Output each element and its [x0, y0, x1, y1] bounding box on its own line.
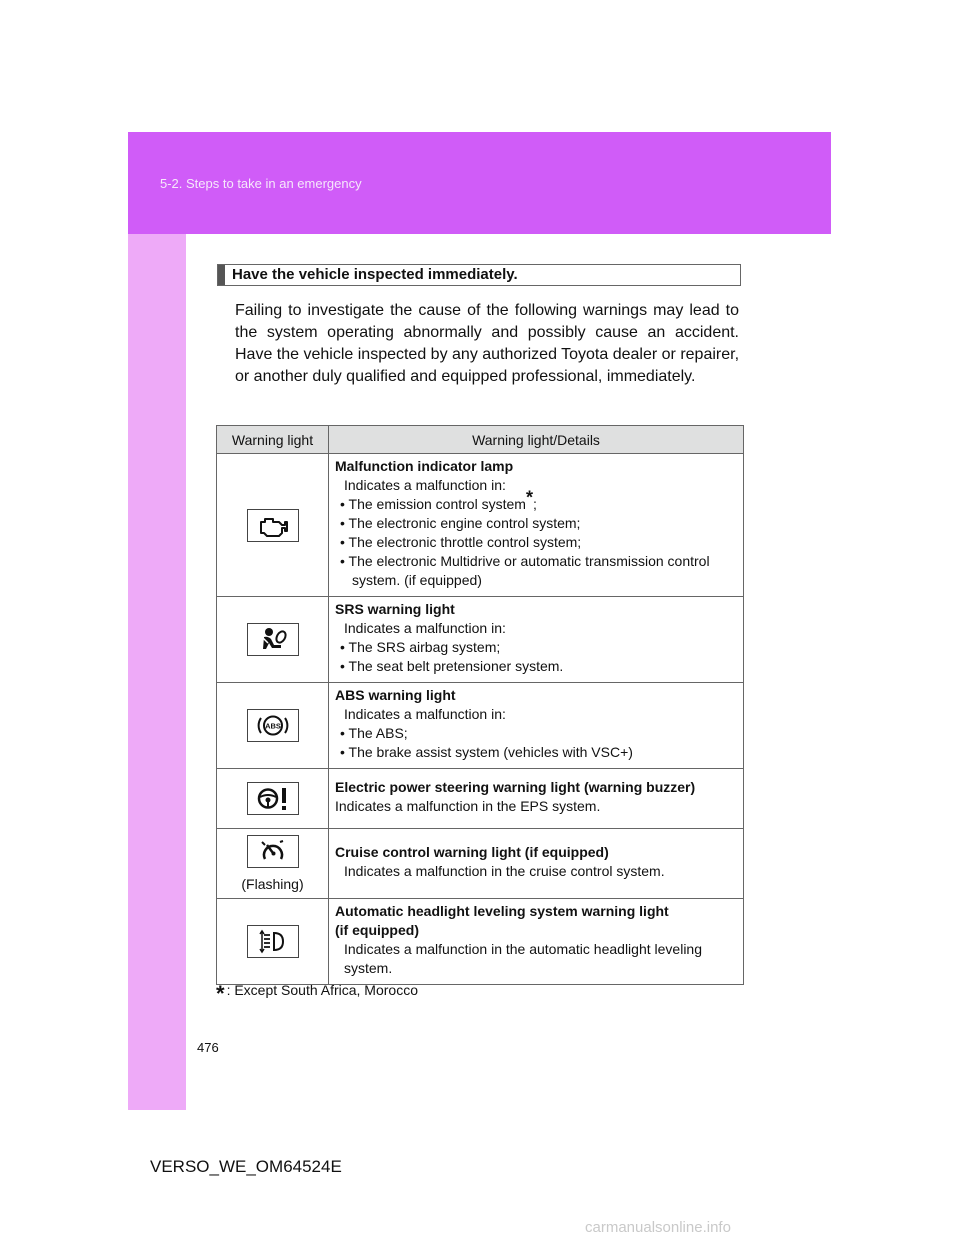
- row-text: Indicates a malfunction in the cruise control system.: [344, 863, 665, 879]
- table-row: [217, 899, 744, 985]
- row-text: Indicates a malfunction in the EPS system.: [335, 798, 601, 814]
- check-engine-icon: [247, 509, 299, 542]
- row-title-continued: (if equipped): [335, 922, 419, 938]
- breadcrumb: 5-2. Steps to take in an emergency: [160, 176, 362, 191]
- flashing-note: (Flashing): [241, 876, 304, 892]
- header-warning-light: Warning light: [217, 426, 329, 454]
- row-title: Cruise control warning light (if equipped): [335, 844, 609, 860]
- row-text: Indicates a malfunction in the automatic headlight leveling system.: [344, 941, 702, 976]
- row-title: SRS warning light: [335, 601, 455, 617]
- page-number: 476: [197, 1040, 219, 1055]
- table-row: [217, 829, 744, 899]
- document-code: VERSO_WE_OM64524E: [150, 1157, 342, 1176]
- row-bullet: • The emission control system*;: [340, 487, 537, 512]
- warning-light-table: [216, 425, 744, 985]
- table-row: [217, 597, 744, 683]
- side-band: [128, 132, 186, 1110]
- watermark: carmanualsonline.info: [585, 1219, 731, 1236]
- table-row: [217, 683, 744, 769]
- row-bullet: • The electronic Multidrive or automatic transmission control system. (if equipped): [340, 553, 710, 588]
- callout-bar: [218, 265, 225, 285]
- row-bullet: • The electronic engine control system;: [340, 515, 581, 531]
- footnote-mark: *: [216, 981, 225, 1006]
- abs-icon: [247, 709, 299, 742]
- row-bullet: • The seat belt pretensioner system.: [340, 658, 564, 674]
- row-intro: Indicates a malfunction in:: [344, 477, 506, 493]
- row-bullet: • The electronic throttle control system;: [340, 534, 582, 550]
- airbag-icon: [247, 623, 299, 656]
- table-row: [217, 454, 744, 597]
- table-header-row: [217, 426, 744, 454]
- row-title: Automatic headlight leveling system warning light: [335, 903, 669, 919]
- row-bullet: • The brake assist system (vehicles with VSC+): [340, 744, 633, 760]
- row-bullet: • The ABS;: [340, 725, 408, 741]
- header-details: Warning light/Details: [329, 426, 744, 454]
- row-title: Malfunction indicator lamp: [335, 458, 514, 474]
- headlight-leveling-icon: [247, 925, 299, 958]
- footnote: [216, 981, 418, 1007]
- footnote-star: *: [525, 487, 533, 508]
- row-bullet: • The SRS airbag system;: [340, 639, 501, 655]
- row-title: ABS warning light: [335, 687, 456, 703]
- row-intro: Indicates a malfunction in:: [344, 620, 506, 636]
- caution-callout: [217, 264, 741, 286]
- svg-text:ABS: ABS: [264, 721, 281, 731]
- row-intro: Indicates a malfunction in:: [344, 706, 506, 722]
- footnote-text: : Except South Africa, Morocco: [226, 982, 418, 998]
- callout-title: Have the vehicle inspected immediately.: [232, 266, 518, 283]
- table-row: [217, 769, 744, 829]
- cruise-control-icon: [247, 835, 299, 868]
- callout-text: Failing to investigate the cause of the following warnings may lead to the system operating abnormally and possibly cause an accident. Have the vehicle inspected by any authorized Toyota dealer or repairer, or another duly qualified and equipped professional, immediately.: [235, 302, 740, 385]
- power-steering-icon: [247, 782, 299, 815]
- row-title: Electric power steering warning light (warning buzzer): [335, 779, 696, 795]
